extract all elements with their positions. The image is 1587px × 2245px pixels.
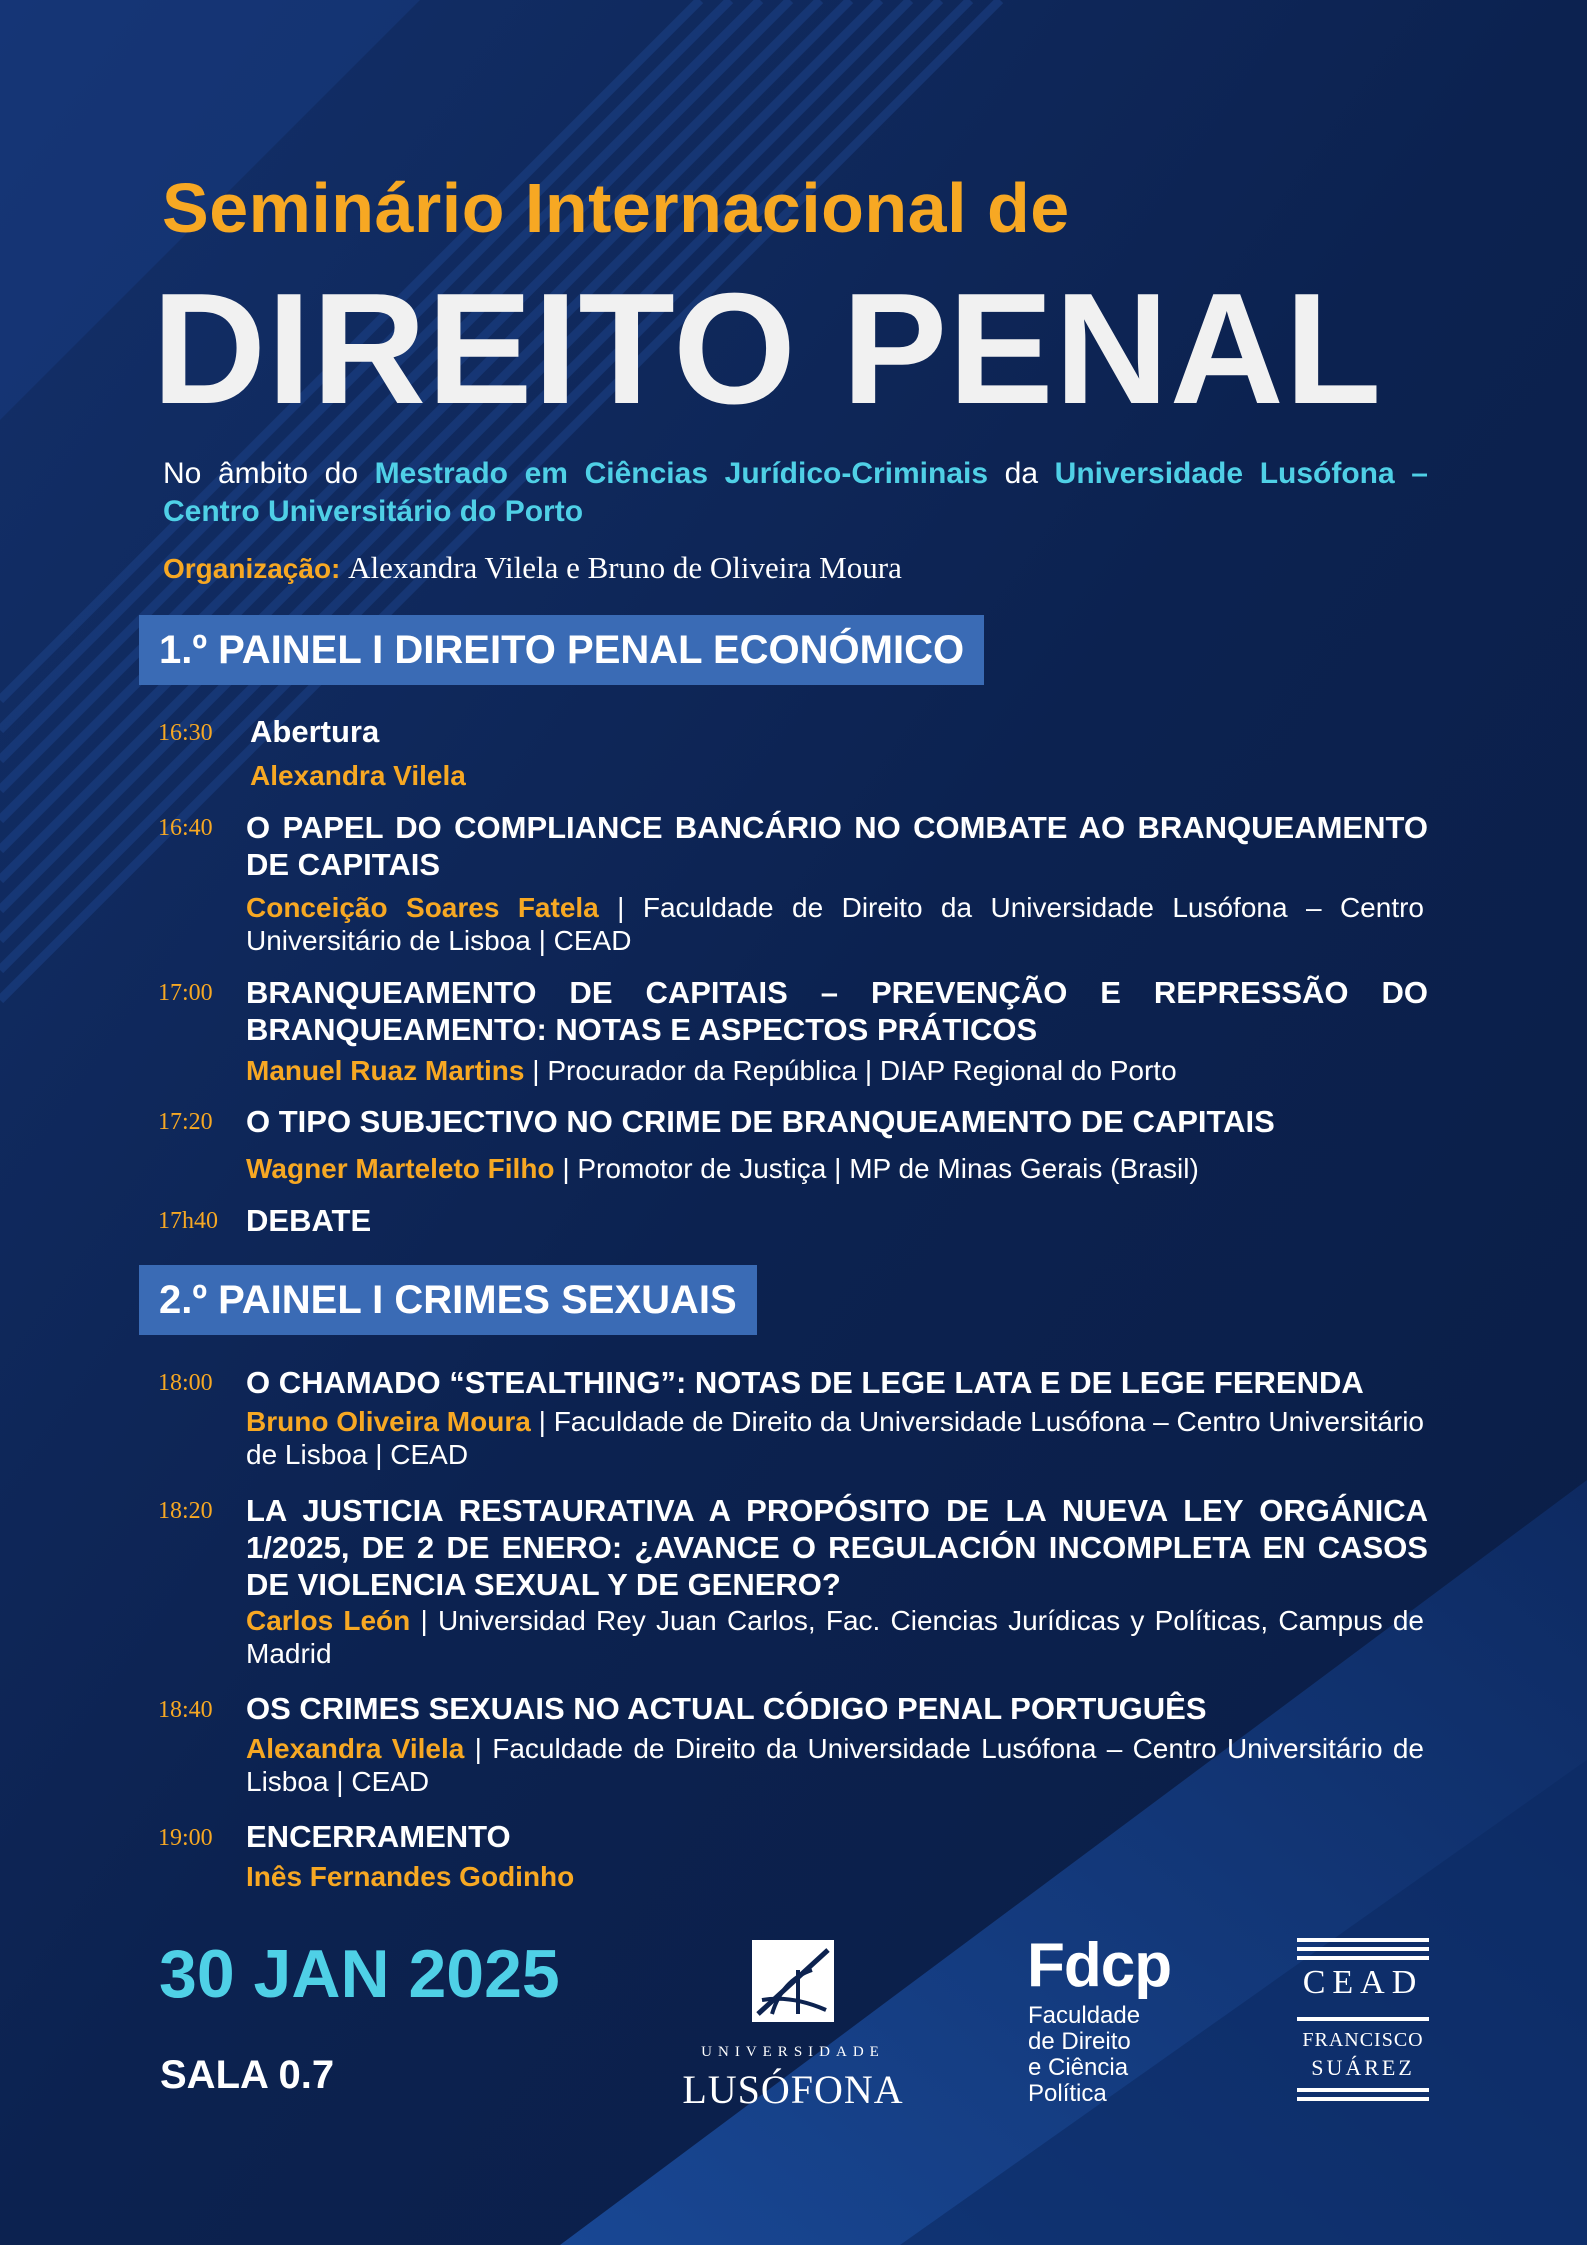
speaker-name: Bruno Oliveira Moura (246, 1406, 531, 1437)
item-title: O PAPEL DO COMPLIANCE BANCÁRIO NO COMBATE AO BRANQUEAMENTO DE CAPITAIS (246, 810, 1428, 882)
intro-prefix: No âmbito do (163, 457, 375, 490)
cead-rule (1297, 1956, 1429, 1960)
fdcp-line: e Ciência (1028, 2054, 1129, 2081)
cead-logo-sub2: SUÁREZ (1311, 2055, 1415, 2080)
organizer-names: Alexandra Vilela e Bruno de Oliveira Moura (348, 550, 902, 585)
cead-rule (1297, 2017, 1429, 2021)
speaker-affiliation: | Faculdade de Direito da Universidade Lusófona – Centro Universitário de Lisboa | CEAD (246, 892, 1424, 956)
lusofona-logo-top: UNIVERSIDADE (701, 2044, 885, 2060)
organization (163, 550, 902, 586)
speaker-name: Conceição Soares Fatela (246, 892, 599, 923)
speaker-affiliation: | Promotor de Justiça | MP de Minas Gerais (Brasil) (554, 1153, 1199, 1184)
lusofona-logo-name: LUSÓFONA (682, 2067, 904, 2112)
item-title: DEBATE (246, 1203, 372, 1238)
item-speaker (246, 1405, 1424, 1471)
item-time: 18:20 (158, 1498, 213, 1524)
speaker-name: Alexandra Vilela (250, 760, 466, 791)
item-speaker (246, 1054, 1424, 1087)
fdcp-logo-title: Fdcp (1027, 1931, 1172, 2000)
intro-text (163, 455, 1428, 531)
item-title: Abertura (250, 714, 380, 749)
item-time: 16:30 (158, 720, 213, 746)
intro-middle: da (988, 457, 1055, 490)
item-speaker (250, 759, 1428, 792)
item-time: 19:00 (158, 1825, 213, 1851)
speaker-affiliation: | Universidad Rey Juan Carlos, Fac. Ciencias Jurídicas y Políticas, Campus de Madrid (246, 1605, 1424, 1669)
speaker-name: Inês Fernandes Godinho (246, 1861, 575, 1892)
program-name: Mestrado em Ciências Jurídico-Criminais (374, 457, 989, 490)
organization-label: Organização: (163, 553, 341, 584)
speaker-name: Carlos León (246, 1605, 411, 1636)
item-speaker (246, 891, 1424, 957)
cead-logo-sub1: FRANCISCO (1302, 2029, 1424, 2051)
cead-logo (1297, 1938, 1429, 2108)
fdcp-line: Faculdade (1028, 2002, 1141, 2029)
item-title: O TIPO SUBJECTIVO NO CRIME DE BRANQUEAMENTO DE CAPITAIS (246, 1104, 1275, 1139)
lusofona-logo-icon (752, 1940, 834, 2022)
speaker-affiliation: | Faculdade de Direito da Universidade Lusófona – Centro Universitário de Lisboa | CEAD (246, 1733, 1424, 1797)
item-time: 17h40 (158, 1208, 218, 1234)
item-time: 18:00 (158, 1370, 213, 1396)
cead-rule (1297, 1938, 1429, 1942)
item-time: 17:00 (158, 980, 213, 1006)
item-speaker (246, 1860, 1424, 1893)
fdcp-line: Política (1028, 2080, 1107, 2107)
item-title: O CHAMADO “STEALTHING”: NOTAS DE LEGE LATA E DE LEGE FERENDA (246, 1365, 1364, 1400)
fdcp-logo-subtitle (1028, 2003, 1228, 2107)
item-speaker (246, 1732, 1424, 1798)
item-time: 17:20 (158, 1109, 213, 1135)
item-title: OS CRIMES SEXUAIS NO ACTUAL CÓDIGO PENAL PORTUGUÊS (246, 1691, 1207, 1726)
speaker-name: Alexandra Vilela (246, 1733, 465, 1764)
item-time: 18:40 (158, 1697, 213, 1723)
cead-rule (1297, 2088, 1429, 2092)
event-date: 30 JAN 2025 (159, 1936, 560, 2012)
speaker-name: Manuel Ruaz Martins (246, 1055, 525, 1086)
panel-2-heading: 2.º PAINEL I CRIMES SEXUAIS (139, 1265, 757, 1335)
cead-rule (1297, 1947, 1429, 1951)
cead-rule (1297, 2097, 1429, 2101)
item-title: LA JUSTICIA RESTAURATIVA A PROPÓSITO DE LA NUEVA LEY ORGÁNICA 1/2025, DE 2 DE ENERO: ¿AVANCE O REGULACIÓN INCOMPLETA EN CASOS DE VIOLENCIA SEXUAL Y DE GENERO? (246, 1493, 1428, 1602)
university-name: Universidade Lusófona – Centro Universitário do Porto (163, 457, 1428, 528)
speaker-affiliation: | Faculdade de Direito da Universidade Lusófona – Centro Universitário de Lisboa | CEAD (246, 1406, 1425, 1470)
cead-logo-title: CEAD (1302, 1964, 1424, 2001)
item-speaker (246, 1152, 1424, 1185)
item-title: BRANQUEAMENTO DE CAPITAIS – PREVENÇÃO E REPRESSÃO DO BRANQUEAMENTO: NOTAS E ASPECTOS PRÁTICOS (246, 975, 1428, 1047)
speaker-name: Wagner Marteleto Filho (246, 1153, 555, 1184)
item-title: ENCERRAMENTO (246, 1819, 511, 1854)
event-room: SALA 0.7 (160, 2053, 335, 2097)
speaker-affiliation: | Procurador da República | DIAP Regional do Porto (524, 1055, 1177, 1086)
event-title: DIREITO PENAL (152, 261, 1383, 437)
item-time: 16:40 (158, 815, 213, 841)
fdcp-line: de Direito (1028, 2028, 1131, 2055)
item-speaker (246, 1604, 1424, 1670)
panel-1-heading: 1.º PAINEL I DIREITO PENAL ECONÓMICO (139, 615, 984, 685)
event-subtitle: Seminário Internacional de (162, 169, 1070, 247)
